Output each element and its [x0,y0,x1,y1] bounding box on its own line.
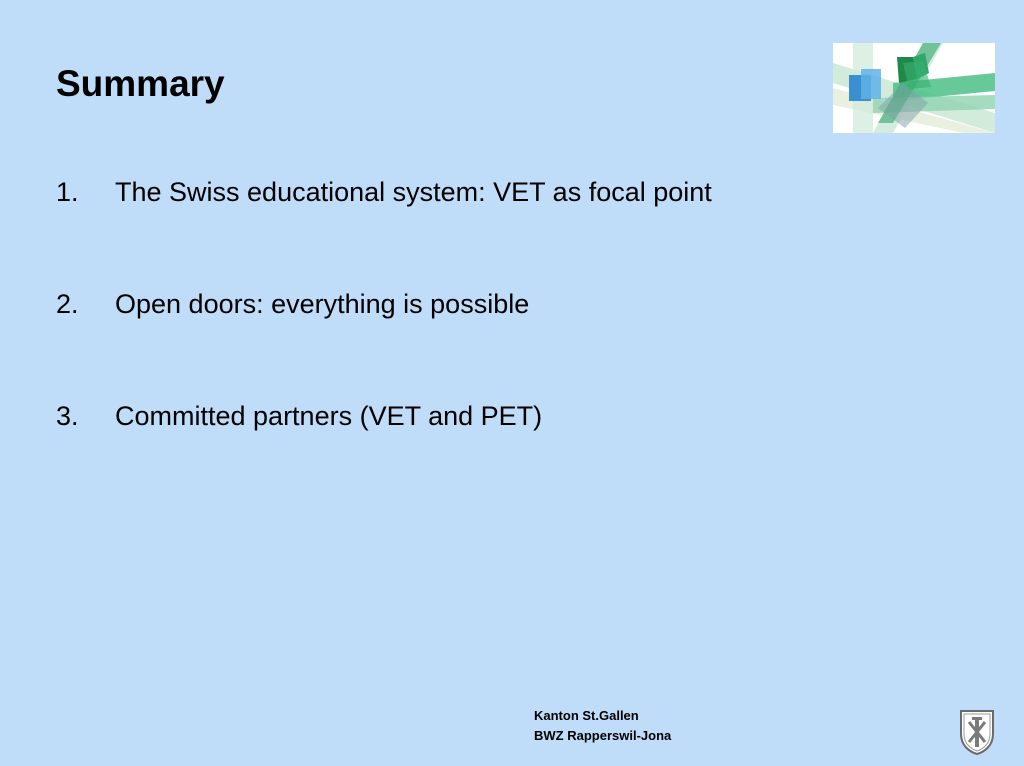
list-item-number: 1. [56,177,79,207]
st-gallen-crest-icon [958,708,996,756]
list-item-number: 2. [56,289,79,319]
list-item-text: Committed partners (VET and PET) [115,401,543,431]
footer-institution [534,706,671,746]
bwz-logo-icon [833,43,995,133]
list-item-number: 3. [56,401,79,431]
list-item-text: The Swiss educational system: VET as focal point [115,177,712,207]
slide-title: Summary [56,63,225,104]
footer-school: BWZ Rapperswil-Jona [534,728,672,743]
list-item-text: Open doors: everything is possible [115,289,530,319]
footer-canton: Kanton St.Gallen [534,708,639,723]
